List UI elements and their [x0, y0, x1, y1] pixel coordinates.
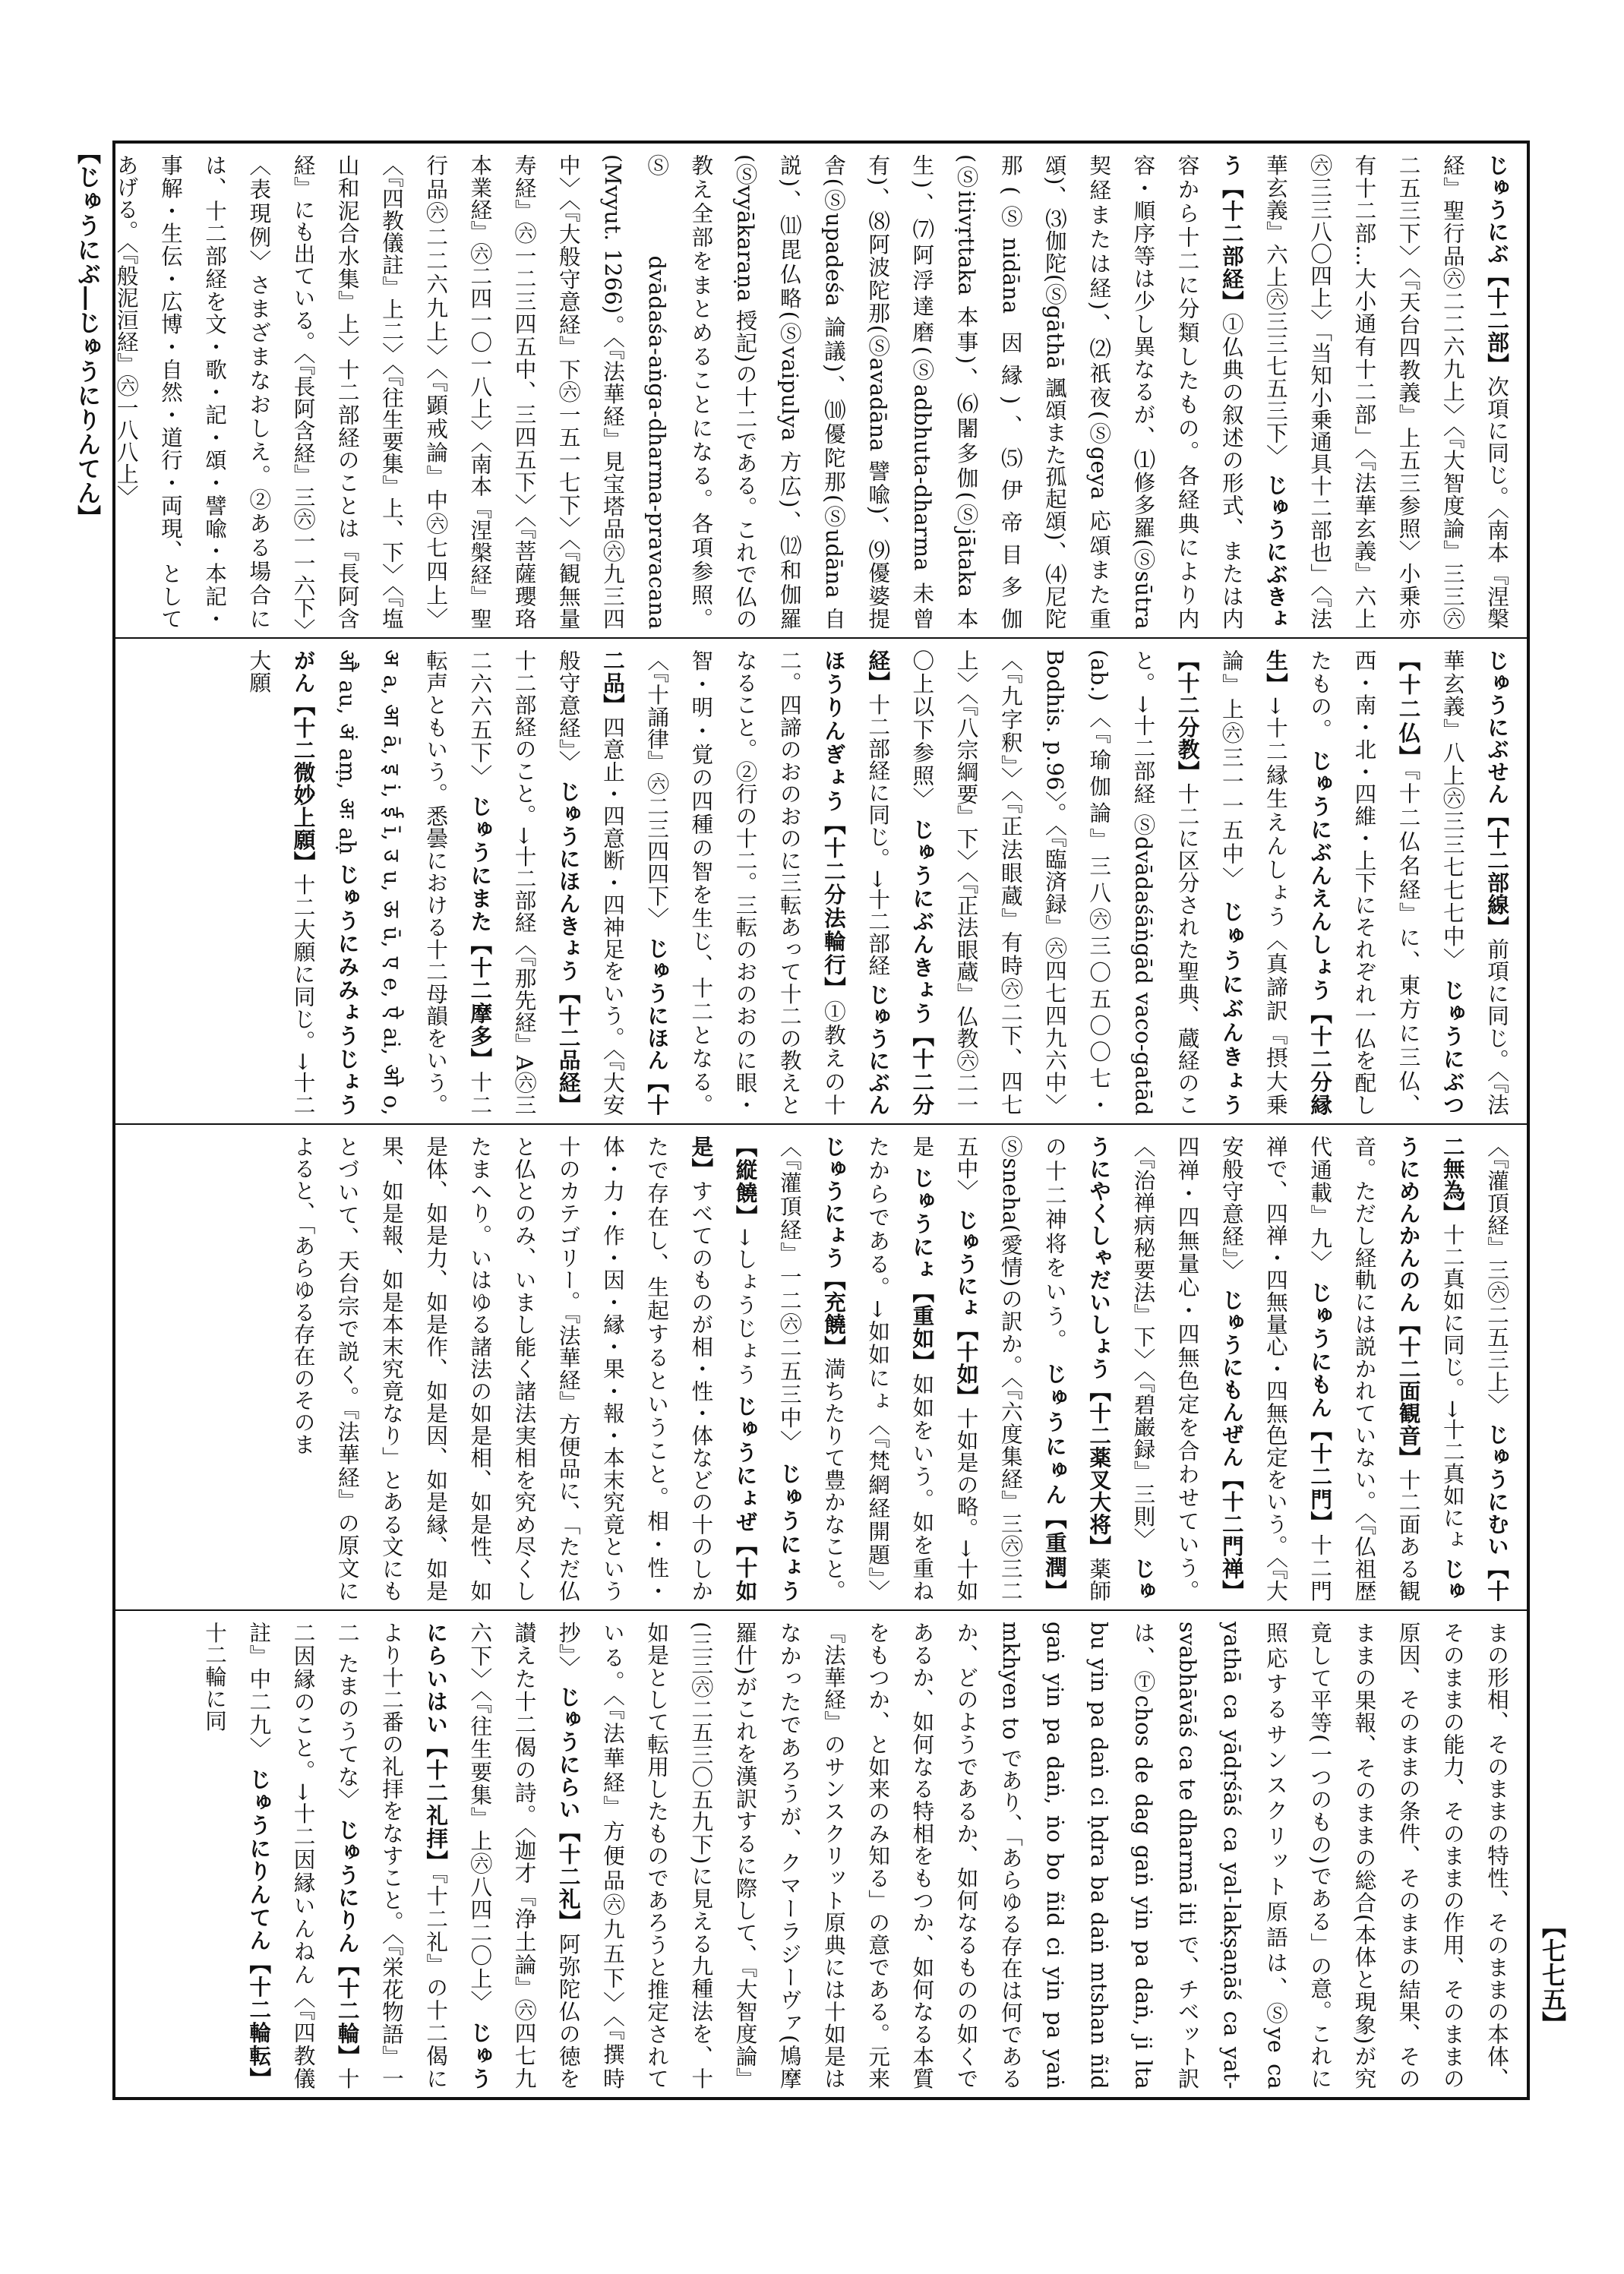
- dictionary-entry: じゅうにやくしゃだいしょう【十二薬叉大将】薬師の十二神将をいう。: [1041, 1135, 1157, 1602]
- dictionary-entry: じゅうにょ【重如】如如をいう。如を重ねたからである。→如如にょ〈『梵網経開題』〉: [865, 1135, 936, 1603]
- dictionary-entry: じゅうにらい【十二礼】阿弥陀仏の徳を讃えた十二偈の詩。〈迦才『浄土論』㊅四七九六下〉〈『往生要集』上㊅八四二〇上〉: [467, 1622, 582, 2090]
- band-3-text: [123, 1135, 1519, 1602]
- dictionary-entry: じゅうにむい【十二無為】十二真如に同じ。→十二真如にょ: [1439, 1135, 1510, 1603]
- dictionary-entry: じゅうにぶきょう【十二部経】①仏典の叙述の形式、または内容から十二に分類したもの。各経典により内容・順序等は少し異なるが、⑴修多羅(Ⓢsūtra 契経または経)、⑵祇夜(Ⓢgeya 応頌また重頌)、⑶伽陀(Ⓢgāthā 諷頌また孤起頌)、⑷尼陀那(Ⓢnidāna 因縁)、⑸伊帝目多伽(Ⓢitivṛttaka 本事)、⑹闍多伽(Ⓢjātaka 本生)、⑺阿浮達磨(Ⓢadbhuta-dharma 未曾有)、⑻阿波陀那(Ⓢavadāna 譬喩)、⑼優婆提舎(Ⓢupadeśa 論議)、⑽優陀那(Ⓢudāna 自説)、⑾毘仏略(Ⓢvaipulya 方広)、⑿和伽羅(Ⓢvyākaraṇa 授記)の十二である。これで仏の教え全部をまとめることになる。各項参照。Ⓢdvādaśa-aṅga-dharma-pravacana (Mvyut. 1266)。〈『法華経』見宝塔品㊅九三四中〉〈『大般守意経』下㊅一五一七下〉〈『観無量寿経』㊅一二三四五中、三四五下〉〈『菩薩瓔珞本業経』㊅二四一〇一八上〉〈南本『涅槃経』聖行品㊅二二六九上〉〈『顕戒論』中㊅七四上〉〈『四教儀註』上二〉〈『往生要集』上、下〉〈『塩山和泥合水集』上〉十二部経のことは『長阿含経』にも出ている。〈『長阿含経』三㊅一一六下〉〈表現例〉さまざまなおしえ。②ある場合には、十二部経を文・歌・記・頌・譬喩・本記・事解・生伝・広博・自然・道行・両現、としてあげる。〈『般泥洹経』㊅一八八上〉: [113, 154, 1289, 630]
- dictionary-entry: じゅうにぶんきょう【十二分経】十二部経に同じ。→十二部経: [865, 649, 936, 1116]
- dictionary-entry: じゅうにほん【十二品】四意止・四意断・四神足をいう。〈『大安般守意経』〉: [555, 649, 671, 1116]
- page-frame: [112, 141, 1530, 2100]
- band-2-text: [123, 649, 1519, 1116]
- dictionary-entry: じゅうにまた【十二摩多】十二転声ともいう。悉曇における十二母韻をいう。अ a, आ ā, इ i, ई ī, उ u, ऊ ū, ए e, ऐ ai, ओ o, औ au, अं aṃ, अः aḥ: [334, 649, 494, 1116]
- text-band-3: [115, 1123, 1527, 1609]
- dictionary-entry: じゅうにぶんえんしょう【十二分縁生】→十二縁生えんしょう〈真諦訳『摂大乗論』上㊅三一一五中〉: [1218, 649, 1334, 1116]
- dictionary-entry: じゅうにぶんきょう【十二分教】十二に区分された聖典、蔵経のこと。→十二部経 Ⓢdvādaśāṅgād vaco-gatād (ab.)〈『瑜伽論』三八㊅三〇五〇〇七・Bodhis. p.96〉。〈『臨済録』㊅四七四九六中〉〈『九字釈』〉〈『正法眼蔵』有時㊅二下、四七上〉〈『八宗綱要』下〉〈『正法眼蔵』仏教㊅二一〇上以下参照〉: [909, 649, 1245, 1116]
- running-head: 【じゅうにぶ―じゅうにりんてん】: [73, 141, 100, 529]
- dictionary-entry: じゅうにぶ【十二部】次項に同じ。〈南本『涅槃経』聖行品㊅二二六九上〉〈『大智度論』三三㊅二五三下〉〈『天台四教義』上五三参照〉小乗亦有十二部…大小通有十二部」〈『法華玄義』六上㊅三三八〇四上〉「当知小乗通具十二部也」〈『法華玄義』六上㊅三三七五三下〉: [1262, 154, 1510, 630]
- dictionary-entry: じゅうにょう【縦饒】→しょうじょう: [732, 1135, 803, 1602]
- text-band-4: [115, 1609, 1527, 2097]
- dictionary-entry: まの形相、そのままの特性、そのままの本体、そのままの能力、そのままの作用、そのままの原因、そのままの条件、そのままの結果、そのままの果報、そのままの総合(本体と現象)が究竟して平等(一つのもの)である」の意。これに照応するサンスクリット原語は、Ⓢye ca yathā ca yādṛśāś ca yal-lakṣaṇāś ca yat-svabhāvāś ca te dharmā iti で、チベット訳は、Ⓣchos de dag gaṅ yin pa daṅ, ji lta bu yin pa daṅ ci ḥdra ba daṅ mtshan ñid gaṅ yin pa daṅ, ṅo bo ñid ci yin pa yaṅ mkhyen to であり、「あらゆる存在は何であるか、どのようであるか、如何なるものの如くであるか、如何なる特相をもつか、如何なる本質をもつか、と如来のみ知る」の意である。元来『法華経』のサンスクリット原典には十如是はなかったであろうが、クマーラジーヴァ(鳩摩羅什)がこれを漢訳するに際して、『大智度論』(三三㊅二五三〇五九下)に見える九種法を、十如是として転用したものであろうと推定されている。〈『法華経』方便品㊅九五下〉〈『撰時抄』〉: [555, 1622, 1510, 2089]
- dictionary-entry: じゅうにぶせん【十二部線】前項に同じ。〈『法華玄義』八上㊅三三七七七中〉: [1439, 649, 1510, 1116]
- text-band-2: [115, 637, 1527, 1123]
- dictionary-entry: じゅうにょ【十如】十如是の略。→十如是: [909, 1135, 980, 1603]
- dictionary-entry: じゅうにょぜ【十如是】すべてのものが相・性・体などの十のしかたで存在し、生起するということ。相・性・体・力・作・因・縁・果・報・本末究竟という十のカテゴリー。『法華経』方便品に、「ただ仏と仏とのみ、いまし能く諸法実相を究め尽くしたまへり。いはゆる諸法の如是相、如是性、如是体、如是力、如是作、如是因、如是縁、如是果、如是報、如是本末究竟なり」とある文にもとづいて、天台宗で説く。『法華経』の原文によると、「あらゆる存在のそのま: [290, 1135, 759, 1602]
- dictionary-entry: じゅうにみみょうじょうがん【十二微妙上願】十二大願に同じ。→十二大願: [246, 649, 361, 1116]
- band-1-text: [113, 154, 1519, 630]
- dictionary-entry: じゅうにぶつ【十二仏】『十二仏名経』に、東方に三仏、西・南・北・四維・上下にそれぞれ一仏を配したもの。: [1307, 649, 1466, 1116]
- dictionary-entry: じゅうにもん【十二門】十二門禅で、四禅・四無量心・四無色定をいう。〈『大安般守意経』〉: [1218, 1135, 1334, 1603]
- dictionary-entry: じゅうにょう【充饒】満ちたりて豊かなこと。〈『灌頂経』一二㊅二五三中〉: [776, 1135, 847, 1602]
- dictionary-entry: じゅうにほんきょう【十二品経】十二部経のこと。→十二部経〈『那先経』A㊅三二六六五下〉: [467, 649, 582, 1116]
- text-band-1: [115, 144, 1527, 637]
- dictionary-entry: じゅうにらいはい【十二礼拝】『十二礼』の十二偈により十二番の礼拝をなすこと。〈『栄花物語』一二 たまのうてな〉: [334, 1622, 494, 2090]
- page-number: 【七七五】: [1538, 1914, 1567, 2036]
- dictionary-entry: じゅうにりんてん【十二輪転】十二輪に同: [202, 1622, 273, 2090]
- dictionary-entry: 〈『灌頂経』三㊅二五三上〉: [1484, 1135, 1510, 1416]
- band-4-text: [123, 1622, 1519, 2089]
- dictionary-entry: じゅうにゅん【重潤】Ⓢsneha(愛情)の訳か。〈『六度集経』三㊅三二五中〉: [953, 1135, 1068, 1602]
- dictionary-entry: じゅうにりん【十二輪】十二因縁のこと。→十二因縁いんねん〈『四教儀註』中二九〉: [246, 1622, 361, 2089]
- dictionary-entry: じゅうにぶんほうりんぎょう【十二分法輪行】①教えの十二。四諦のおのおのに三転あって十二の教えとなること。②行の十二。三転のおのおのに眼・智・明・覚の四種の智を生じ、十二となる。〈『十誦律』㊅二三四四下〉: [644, 649, 892, 1116]
- dictionary-entry: じゅうにもんぜん【十二門禅】四禅・四無量心・四無色定を合わせていう。〈『治禅病秘要法』下〉〈『碧巌録』三則〉: [1130, 1135, 1245, 1603]
- dictionary-entry: じゅうにめんかんのん【十二面観音】十二面ある観音。ただし経軌には説かれていない。〈『仏祖歴代通載』九〉: [1307, 1135, 1466, 1603]
